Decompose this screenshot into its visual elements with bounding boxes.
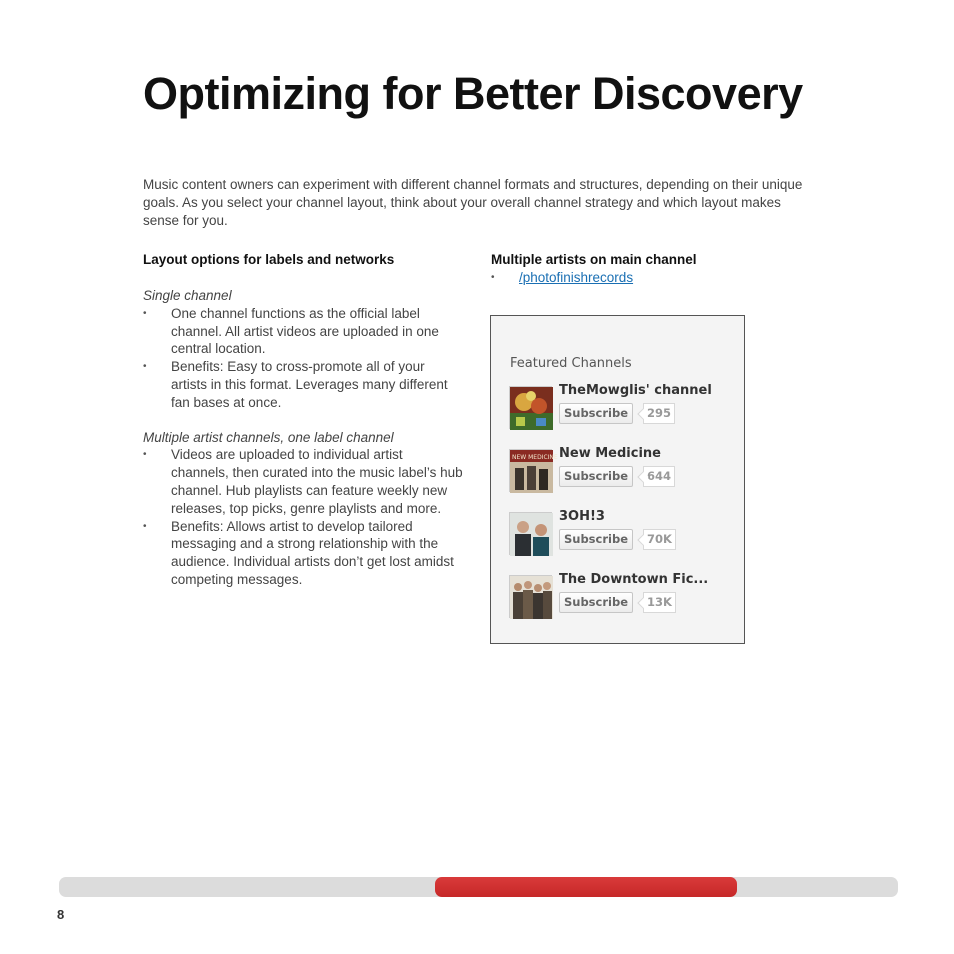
- subscriber-count: 13K: [643, 592, 676, 613]
- album-art-text: NEW MEDICINE: [512, 454, 558, 461]
- subscriber-count: 70K: [643, 529, 676, 550]
- subscribe-button[interactable]: Subscribe: [559, 592, 633, 613]
- page-number: 8: [57, 907, 65, 922]
- list-item: [491, 269, 791, 287]
- layout-options-heading: Layout options for labels and networks: [143, 252, 395, 267]
- bullet-dot-icon: •: [491, 272, 495, 283]
- album-art-icon: [510, 387, 553, 430]
- main-channel-column: [491, 251, 791, 287]
- multiple-artist-channels-list: [143, 446, 463, 588]
- list-item: [143, 358, 463, 411]
- main-channel-link-list: [491, 269, 791, 287]
- featured-channel-item: [509, 383, 734, 432]
- photofinishrecords-link[interactable]: /photofinishrecords: [519, 270, 634, 285]
- layout-options-column: [143, 251, 463, 589]
- featured-channels-title: Featured Channels: [510, 356, 632, 371]
- subscriber-count: 295: [643, 403, 675, 424]
- featured-channel-item: [509, 509, 734, 558]
- subscribe-button[interactable]: Subscribe: [559, 403, 633, 424]
- album-art-icon: [510, 450, 558, 493]
- channel-name[interactable]: The Downtown Fic...: [559, 572, 709, 587]
- bullet-dot-icon: •: [143, 361, 147, 373]
- featured-channels-screenshot: [490, 315, 745, 644]
- channel-thumbnail[interactable]: [509, 386, 552, 429]
- subscribe-button[interactable]: Subscribe: [559, 466, 633, 487]
- featured-channel-item: [509, 446, 734, 495]
- bullet-dot-icon: •: [143, 449, 147, 461]
- subscriber-count: 644: [643, 466, 675, 487]
- channel-thumbnail[interactable]: [509, 575, 552, 618]
- featured-channel-item: [509, 572, 734, 621]
- list-item: [143, 518, 463, 589]
- photo-icon: [510, 576, 553, 619]
- channel-thumbnail[interactable]: [509, 512, 552, 555]
- page-progress-indicator: [435, 877, 737, 897]
- list-item-text: Benefits: Easy to cross-promote all of your artists in this format. Leverages many different fan bases at once.: [171, 359, 448, 410]
- list-item-text: Videos are uploaded to individual artist channels, then curated into the music label’s hub channel. Hub playlists can feature weekly new releases, top picks, genre playlists and more.: [171, 447, 463, 516]
- list-item: [143, 446, 463, 517]
- multiple-artist-channels-subheading: Multiple artist channels, one label channel: [143, 429, 394, 445]
- channel-thumbnail[interactable]: [509, 449, 558, 492]
- channel-name[interactable]: 3OH!3: [559, 509, 605, 524]
- intro-paragraph: Music content owners can experiment with different channel formats and structures, depending on their unique goals. As you select your channel layout, think about your overall channel strategy and which layout makes sense for you.: [143, 177, 803, 228]
- list-item-text: One channel functions as the official label channel. All artist videos are uploaded in one central location.: [171, 305, 439, 357]
- photo-icon: [510, 513, 553, 556]
- list-item: [143, 305, 463, 358]
- page-title: Optimizing for Better Discovery: [143, 68, 803, 119]
- main-channel-heading: Multiple artists on main channel: [491, 252, 697, 267]
- bullet-dot-icon: •: [143, 307, 147, 319]
- subscribe-button[interactable]: Subscribe: [559, 529, 633, 550]
- channel-name[interactable]: TheMowglis' channel: [559, 383, 712, 398]
- bullet-dot-icon: •: [143, 520, 147, 532]
- list-item-text: Benefits: Allows artist to develop tailored messaging and a strong relationship with the audience. Individual artists don’t get lost amidst competing messages.: [171, 518, 454, 587]
- channel-name[interactable]: New Medicine: [559, 446, 661, 461]
- single-channel-list: [143, 305, 463, 412]
- single-channel-subheading: Single channel: [143, 288, 232, 303]
